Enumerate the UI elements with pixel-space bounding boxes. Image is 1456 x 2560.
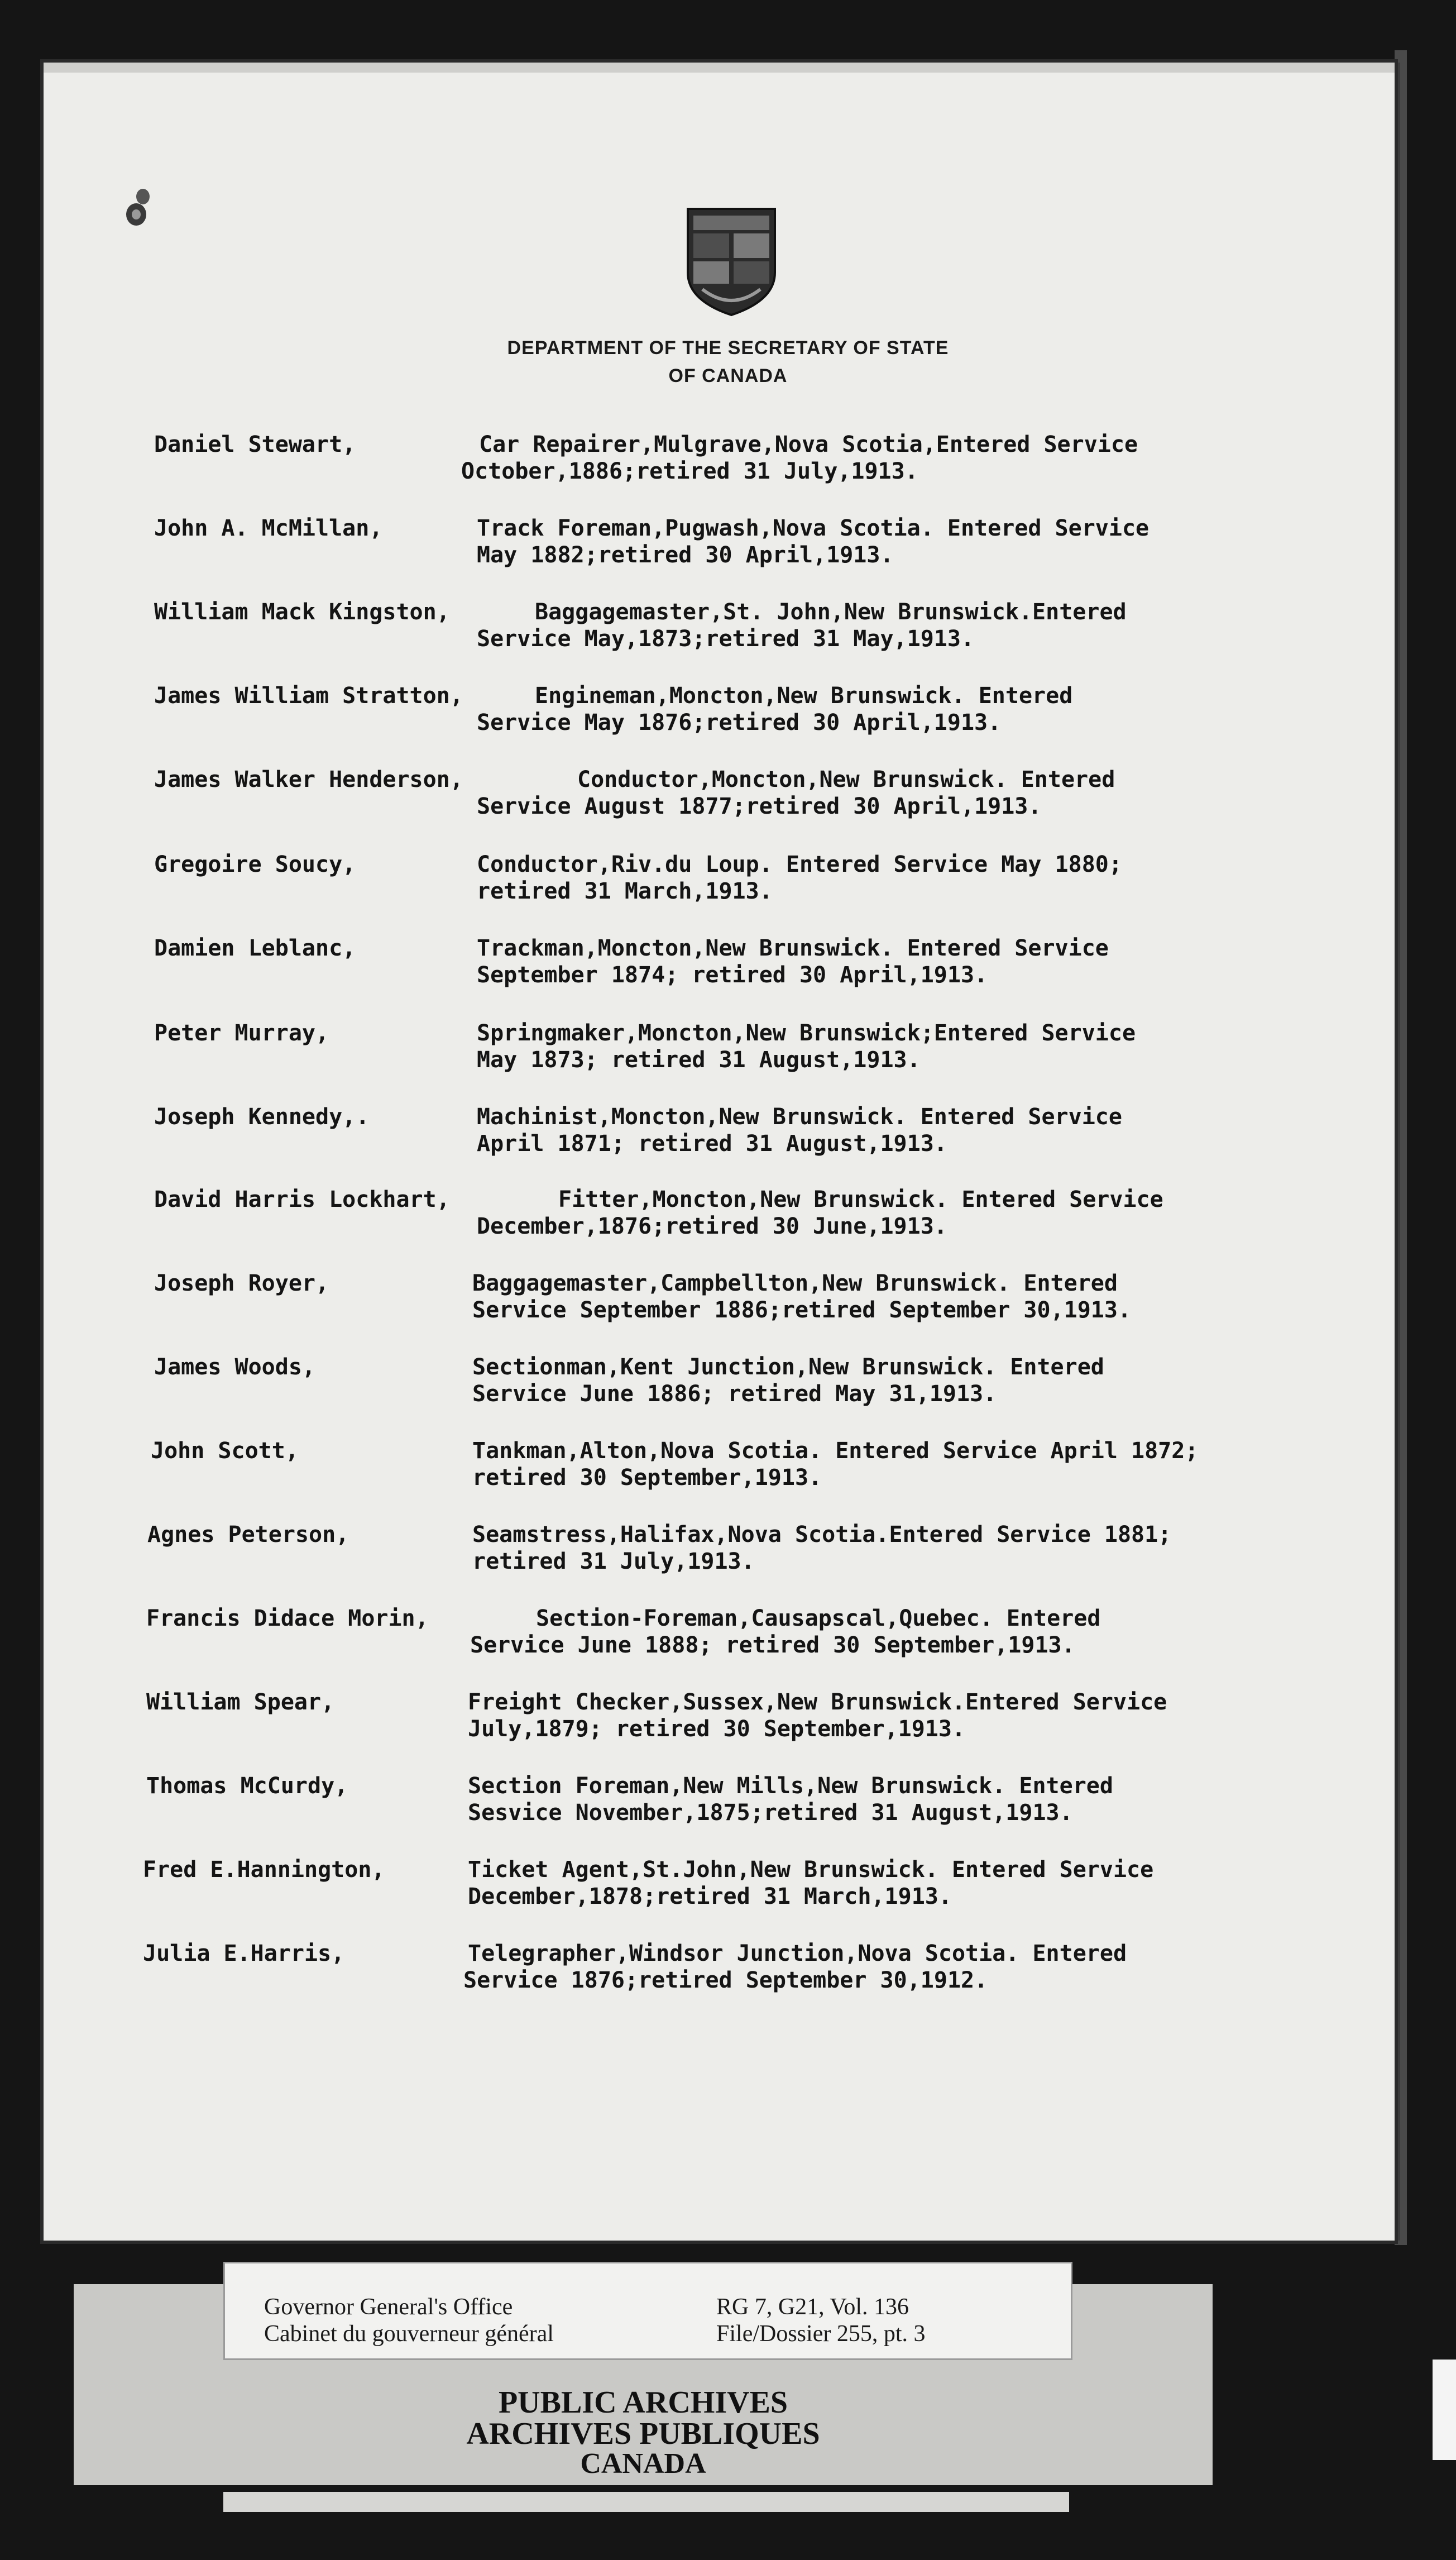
employee-detail-line1: Track Foreman,Pugwash,Nova Scotia. Entered Service — [477, 515, 1150, 541]
employee-detail-line1: Trackman,Moncton,New Brunswick. Entered Service — [477, 935, 1109, 961]
list-item — [0, 682, 1456, 744]
employee-detail-line2: retired 30 September,1913. — [472, 1465, 822, 1491]
list-item — [0, 1856, 1456, 1918]
list-item — [0, 1270, 1456, 1331]
list-item — [0, 1437, 1456, 1499]
employee-detail-line2: October,1886;retired 31 July,1913. — [461, 458, 918, 484]
employee-name: Julia E.Harris, — [143, 1941, 345, 1966]
employee-detail-line2: July,1879; retired 30 September,1913. — [468, 1716, 966, 1742]
employee-name: William Mack Kingston, — [154, 599, 450, 625]
employee-name: Daniel Stewart, — [154, 432, 356, 457]
list-item — [0, 431, 1456, 493]
employee-name: Francis Didace Morin, — [146, 1606, 429, 1631]
employee-detail-line2: December,1876;retired 30 June,1913. — [477, 1214, 947, 1239]
employee-detail-line1: Fitter,Moncton,New Brunswick. Entered Service — [558, 1187, 1163, 1212]
scan-marker — [1433, 2360, 1456, 2460]
employee-detail-line2: May 1873; retired 31 August,1913. — [477, 1047, 921, 1073]
list-item — [0, 1104, 1456, 1165]
employee-detail-line2: April 1871; retired 31 August,1913. — [477, 1131, 947, 1157]
employee-name: Damien Leblanc, — [154, 935, 356, 961]
record-group-reference: RG 7, G21, Vol. 136 — [716, 2294, 909, 2320]
list-item — [0, 1354, 1456, 1415]
list-item — [0, 1020, 1456, 1081]
office-name-fr: Cabinet du gouverneur général — [264, 2321, 554, 2347]
list-item — [0, 851, 1456, 913]
employee-detail-line2: Service 1876;retired September 30,1912. — [463, 1967, 988, 1993]
employee-detail-line1: Engineman,Moncton,New Brunswick. Entered — [535, 683, 1073, 709]
list-item — [0, 1940, 1456, 2002]
employee-detail-line1: Section Foreman,New Mills,New Brunswick. Entered — [468, 1773, 1113, 1799]
employee-detail-line1: Baggagemaster,St. John,New Brunswick.Entered — [535, 599, 1127, 625]
employee-detail-line1: Telegrapher,Windsor Junction,Nova Scotia. Entered — [468, 1941, 1127, 1966]
employee-name: Thomas McCurdy, — [146, 1773, 348, 1799]
employee-name: James William Stratton, — [154, 683, 463, 709]
list-item — [0, 1689, 1456, 1750]
employee-detail-line2: Service August 1877;retired 30 April,1913. — [477, 794, 1042, 819]
employee-detail-line1: Car Repairer,Mulgrave,Nova Scotia,Entered Service — [479, 432, 1138, 457]
employee-name: Peter Murray, — [154, 1020, 329, 1046]
list-item — [0, 1186, 1456, 1248]
list-item — [0, 1605, 1456, 1666]
employee-detail-line1: Springmaker,Moncton,New Brunswick;Entered Service — [477, 1020, 1136, 1046]
employee-name: Fred E.Hannington, — [143, 1857, 385, 1883]
file-reference: File/Dossier 255, pt. 3 — [716, 2321, 926, 2347]
employee-name: William Spear, — [146, 1689, 335, 1715]
archive-stamp-line1: PUBLIC ARCHIVES — [498, 2385, 788, 2420]
list-item — [0, 935, 1456, 996]
employee-detail-line1: Sectionman,Kent Junction,New Brunswick. Entered — [472, 1354, 1104, 1380]
archive-stamp-line3: CANADA — [580, 2448, 706, 2480]
label-strip — [223, 2492, 1069, 2512]
employee-detail-line1: Baggagemaster,Campbellton,New Brunswick. Entered — [472, 1271, 1118, 1296]
employee-detail-line2: May 1882;retired 30 April,1913. — [477, 542, 894, 568]
employee-detail-line2: December,1878;retired 31 March,1913. — [468, 1884, 952, 1909]
archive-reference-label — [223, 2262, 1072, 2360]
list-item — [0, 599, 1456, 660]
employee-detail-line1: Ticket Agent,St.John,New Brunswick. Entered Service — [468, 1857, 1154, 1883]
employee-detail-line2: retired 31 March,1913. — [477, 878, 773, 904]
employee-name: John A. McMillan, — [154, 515, 383, 541]
department-subheading: OF CANADA — [668, 365, 788, 386]
employee-detail-line2: Service May 1876;retired 30 April,1913. — [477, 710, 1002, 735]
employee-detail-line2: Service May,1873;retired 31 May,1913. — [477, 626, 975, 652]
employee-name: John Scott, — [151, 1438, 299, 1464]
list-item — [0, 766, 1456, 828]
employee-detail-line1: Seamstress,Halifax,Nova Scotia.Entered Service 1881; — [472, 1522, 1172, 1548]
employee-detail-line1: Machinist,Moncton,New Brunswick. Entered Service — [477, 1104, 1122, 1130]
employee-name: Gregoire Soucy, — [154, 852, 356, 877]
employee-detail-line1: Freight Checker,Sussex,New Brunswick.Entered Service — [468, 1689, 1167, 1715]
employee-name: James Woods, — [154, 1354, 315, 1380]
employee-detail-line2: Service June 1888; retired 30 September,1913. — [470, 1632, 1075, 1658]
list-item — [0, 1773, 1456, 1834]
office-name-en: Governor General's Office — [264, 2294, 513, 2320]
employee-name: Joseph Kennedy,. — [154, 1104, 370, 1130]
list-item — [0, 1521, 1456, 1583]
employee-name: David Harris Lockhart, — [154, 1187, 450, 1212]
staple-hole-icon — [122, 184, 157, 231]
employee-detail-line2: Sesvice November,1875;retired 31 August,1913. — [468, 1800, 1073, 1826]
employee-detail-line1: Section-Foreman,Causapscal,Quebec. Entered — [536, 1606, 1101, 1631]
employee-detail-line2: September 1874; retired 30 April,1913. — [477, 962, 988, 988]
employee-detail-line1: Tankman,Alton,Nova Scotia. Entered Service April 1872; — [472, 1438, 1199, 1464]
list-item — [0, 515, 1456, 576]
department-heading: DEPARTMENT OF THE SECRETARY OF STATE — [507, 337, 949, 359]
archive-stamp-line2: ARCHIVES PUBLIQUES — [466, 2416, 820, 2451]
employee-detail-line1: Conductor,Riv.du Loup. Entered Service May 1880; — [477, 852, 1122, 877]
employee-name: James Walker Henderson, — [154, 767, 463, 792]
employee-name: Agnes Peterson, — [147, 1522, 349, 1548]
employee-detail-line2: retired 31 July,1913. — [472, 1549, 755, 1574]
employee-detail-line2: Service September 1886;retired September 30,1913. — [472, 1297, 1132, 1323]
employee-detail-line2: Service June 1886; retired May 31,1913. — [472, 1381, 997, 1407]
employee-detail-line1: Conductor,Moncton,New Brunswick. Entered — [577, 767, 1115, 792]
coat-of-arms-icon — [686, 206, 777, 317]
employee-name: Joseph Royer, — [154, 1271, 329, 1296]
